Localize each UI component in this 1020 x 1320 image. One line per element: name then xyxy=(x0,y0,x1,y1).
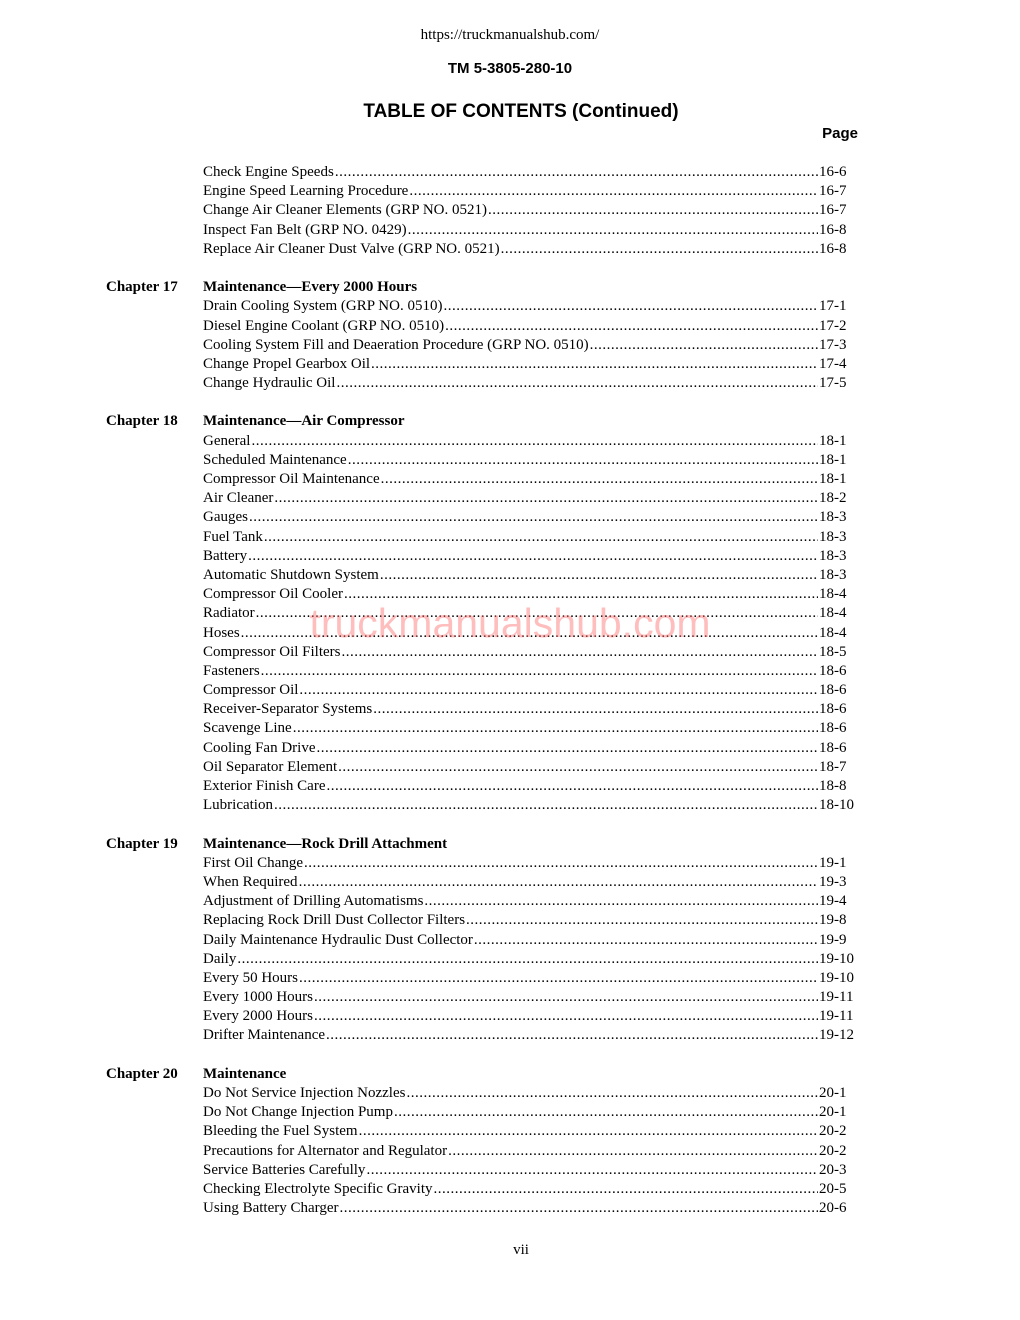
dot-leader xyxy=(249,508,818,527)
entry-label: Checking Electrolyte Specific Gravity xyxy=(203,1180,433,1197)
toc-entry[interactable] xyxy=(0,931,1020,950)
entry-label: Compressor Oil xyxy=(203,682,299,699)
entry-label: Adjustment of Drilling Automatisms xyxy=(203,893,424,910)
entry-page-number: 18-4 xyxy=(819,586,847,603)
entry-label: Diesel Engine Coolant (GRP NO. 0510) xyxy=(203,317,445,334)
toc-entry-line xyxy=(203,604,858,623)
toc-entry-line xyxy=(203,950,858,969)
entry-label: Replacing Rock Drill Dust Collector Filters xyxy=(203,912,466,929)
entry-label: Engine Speed Learning Procedure xyxy=(203,183,409,200)
toc-entry-line xyxy=(203,528,858,547)
dot-leader xyxy=(406,1084,818,1103)
dot-leader xyxy=(366,1161,818,1180)
entry-page-number: 16-6 xyxy=(819,164,847,180)
toc-entry[interactable] xyxy=(0,547,1020,566)
entry-page-number: 18-6 xyxy=(819,682,847,699)
dot-leader xyxy=(344,585,818,604)
entry-label: Do Not Change Injection Pump xyxy=(203,1104,393,1121)
dot-leader xyxy=(304,854,818,873)
chapter-label: Chapter 17 xyxy=(106,279,178,296)
toc-entry[interactable] xyxy=(0,1122,1020,1141)
entry-page-number: 17-2 xyxy=(819,317,847,334)
toc-entry-line xyxy=(203,988,858,1007)
entry-label: Service Batteries Carefully xyxy=(203,1161,366,1178)
entry-page-number: 20-6 xyxy=(819,1200,847,1217)
toc-entry[interactable] xyxy=(0,988,1020,1007)
toc-entry[interactable] xyxy=(0,374,1020,393)
entry-page-number: 19-4 xyxy=(819,893,847,910)
dot-leader xyxy=(264,528,818,547)
entry-page-number: 16-7 xyxy=(819,202,847,219)
entry-label: Bleeding the Fuel System xyxy=(203,1123,358,1140)
toc-entry[interactable] xyxy=(0,1142,1020,1161)
entry-label: Replace Air Cleaner Dust Valve (GRP NO. 0521) xyxy=(203,240,500,257)
toc-entry[interactable] xyxy=(0,969,1020,988)
entry-page-number: 20-2 xyxy=(819,1123,847,1140)
toc-entry-line xyxy=(203,643,858,662)
entry-page-number: 20-5 xyxy=(819,1180,847,1197)
chapter-title: Maintenance—Air Compressor xyxy=(203,413,405,430)
dot-leader xyxy=(359,1122,818,1141)
entry-label: Battery xyxy=(203,547,248,564)
toc-entry[interactable] xyxy=(0,739,1020,758)
toc-entry-line xyxy=(203,662,858,681)
toc-entry[interactable] xyxy=(0,163,1020,182)
entry-page-number: 16-7 xyxy=(819,183,847,200)
toc-entry-line xyxy=(203,451,858,470)
entry-page-number: 19-11 xyxy=(819,1008,854,1025)
entry-page-number: 18-6 xyxy=(819,739,847,756)
entry-label: Change Hydraulic Oil xyxy=(203,375,336,392)
entry-label: When Required xyxy=(203,873,298,890)
entry-page-number: 18-3 xyxy=(819,509,847,526)
toc-entry-line xyxy=(203,1199,858,1218)
toc-entry[interactable] xyxy=(0,528,1020,547)
entry-label: Compressor Oil Maintenance xyxy=(203,471,380,487)
page-number: vii xyxy=(513,1242,529,1258)
toc-entry-line xyxy=(203,911,858,930)
dot-leader xyxy=(408,221,818,240)
dot-leader xyxy=(299,969,818,988)
dot-leader xyxy=(261,662,818,681)
entry-page-number: 19-12 xyxy=(819,1027,854,1044)
entry-page-number: 16-8 xyxy=(819,240,847,257)
toc-entry[interactable] xyxy=(0,700,1020,719)
dot-leader xyxy=(434,1180,818,1199)
entry-page-number: 17-4 xyxy=(819,355,847,372)
entry-label: Daily Maintenance Hydraulic Dust Collector xyxy=(203,931,473,948)
toc-entry[interactable] xyxy=(0,1103,1020,1122)
toc-entry[interactable] xyxy=(0,1026,1020,1045)
entry-label: Oil Separator Element xyxy=(203,758,338,775)
entry-label: Receiver-Separator Systems xyxy=(203,701,373,718)
entry-label: Scavenge Line xyxy=(203,720,292,737)
entry-page-number: 18-6 xyxy=(819,720,847,737)
toc-entry-line xyxy=(203,547,858,566)
entry-label: Automatic Shutdown System xyxy=(203,566,379,583)
entry-page-number: 18-2 xyxy=(819,490,847,507)
toc-entry-line xyxy=(203,566,858,585)
toc-entry-line xyxy=(203,777,858,796)
toc-entry-line xyxy=(203,758,858,777)
toc-entry-line xyxy=(203,624,858,643)
entry-page-number: 17-3 xyxy=(819,336,847,353)
toc-entry[interactable] xyxy=(0,681,1020,700)
chapter-title: Maintenance—Rock Drill Attachment xyxy=(203,835,448,852)
toc-entry-line xyxy=(203,1161,858,1180)
entry-label: Drifter Maintenance xyxy=(203,1027,326,1044)
dot-leader xyxy=(501,240,818,259)
entry-label: Lubrication xyxy=(203,797,273,814)
toc-entry-line xyxy=(203,739,858,758)
toc-entry-line xyxy=(203,892,858,911)
toc-entry[interactable] xyxy=(0,873,1020,892)
entry-page-number: 19-8 xyxy=(819,912,847,929)
dot-leader xyxy=(394,1103,818,1122)
dot-leader xyxy=(338,758,818,777)
chapter-title: Maintenance—Every 2000 Hours xyxy=(203,279,418,296)
toc-entry-line xyxy=(203,854,858,873)
toc-entry[interactable] xyxy=(0,624,1020,643)
entry-page-number: 19-3 xyxy=(819,873,847,890)
toc-entry-line xyxy=(203,1026,858,1045)
toc-entry-line xyxy=(203,432,858,451)
dot-leader xyxy=(348,451,818,470)
entry-page-number: 20-1 xyxy=(819,1085,847,1101)
entry-label: Using Battery Charger xyxy=(203,1200,339,1217)
toc-entry[interactable] xyxy=(0,604,1020,623)
entry-page-number: 18-4 xyxy=(819,605,847,622)
entry-page-number: 18-1 xyxy=(819,471,847,487)
toc-entry[interactable] xyxy=(0,643,1020,662)
entry-label: Compressor Oil Filters xyxy=(203,643,341,660)
toc-section xyxy=(0,163,1020,259)
entry-label: Daily xyxy=(203,950,237,967)
entry-page-number: 18-5 xyxy=(819,643,847,660)
dot-leader xyxy=(336,374,818,393)
entry-label: Compressor Oil Cooler xyxy=(203,586,343,603)
toc-entry[interactable] xyxy=(0,1180,1020,1199)
entry-page-number: 19-9 xyxy=(819,931,847,948)
toc-entry[interactable] xyxy=(0,854,1020,873)
toc-entry-line xyxy=(203,240,858,259)
dot-leader xyxy=(448,1142,818,1161)
toc-entry-line xyxy=(203,201,858,220)
entry-page-number: 20-2 xyxy=(819,1142,847,1159)
toc-entry[interactable] xyxy=(0,336,1020,355)
toc-entry-line xyxy=(203,317,858,336)
toc-entry[interactable] xyxy=(0,1161,1020,1180)
toc-entry[interactable] xyxy=(0,585,1020,604)
entry-page-number: 20-3 xyxy=(819,1161,847,1178)
dot-leader xyxy=(590,336,818,355)
dot-leader xyxy=(293,719,818,738)
toc-entry-line xyxy=(203,969,858,988)
toc-entry[interactable] xyxy=(0,201,1020,220)
toc-entry-line xyxy=(203,1007,858,1026)
dot-leader xyxy=(380,566,818,585)
toc-entry-line xyxy=(203,355,858,374)
toc-entry-line xyxy=(203,470,858,489)
dot-leader xyxy=(409,182,818,201)
entry-label: Fuel Tank xyxy=(203,528,263,545)
entry-page-number: 17-1 xyxy=(819,298,847,315)
dot-leader xyxy=(424,892,818,911)
entry-page-number: 16-8 xyxy=(819,221,847,238)
dot-leader xyxy=(317,739,819,758)
dot-leader xyxy=(373,700,818,719)
dot-leader xyxy=(381,470,818,489)
entry-label: Fasteners xyxy=(203,662,260,679)
toc-entry-line xyxy=(203,489,858,508)
entry-label: First Oil Change xyxy=(203,854,303,871)
toc-entry[interactable] xyxy=(0,911,1020,930)
chapter-label: Chapter 18 xyxy=(106,413,178,430)
chapter-label: Chapter 19 xyxy=(106,835,178,852)
dot-leader xyxy=(335,163,818,182)
chapter-heading-row xyxy=(0,412,1020,431)
toc-section xyxy=(0,1065,1020,1219)
entry-label: Do Not Service Injection Nozzles xyxy=(203,1085,406,1101)
toc-entry[interactable] xyxy=(0,432,1020,451)
dot-leader xyxy=(371,355,818,374)
toc-entry-line xyxy=(203,719,858,738)
toc-entry-line xyxy=(203,374,858,393)
entry-label: Drain Cooling System (GRP NO. 0510) xyxy=(203,298,443,315)
entry-page-number: 18-10 xyxy=(819,797,854,814)
toc-entry-line xyxy=(203,1180,858,1199)
page-column-header: Page xyxy=(822,125,858,142)
entry-page-number: 18-1 xyxy=(819,451,847,468)
entry-label: Cooling System Fill and Deaeration Procedure (GRP NO. 0510) xyxy=(203,336,589,353)
entry-label: Hoses xyxy=(203,624,240,641)
dot-leader xyxy=(251,432,818,451)
entry-page-number: 18-6 xyxy=(819,701,847,718)
entry-page-number: 20-1 xyxy=(819,1104,847,1121)
toc-entry[interactable] xyxy=(0,317,1020,336)
dot-leader xyxy=(256,604,818,623)
entry-label: Check Engine Speeds xyxy=(203,164,334,180)
toc-entry[interactable] xyxy=(0,719,1020,738)
toc-entry-line xyxy=(203,873,858,892)
toc-entry[interactable] xyxy=(0,182,1020,201)
toc-entry[interactable] xyxy=(0,662,1020,681)
toc-entry-line xyxy=(203,1084,858,1103)
table-of-contents xyxy=(0,163,1020,1238)
toc-entry-line xyxy=(203,796,858,815)
toc-entry-line xyxy=(203,163,858,182)
toc-entry[interactable] xyxy=(0,489,1020,508)
toc-entry[interactable] xyxy=(0,566,1020,585)
toc-entry[interactable] xyxy=(0,950,1020,969)
toc-entry-line xyxy=(203,585,858,604)
toc-entry-line xyxy=(203,182,858,201)
toc-section xyxy=(0,835,1020,1046)
entry-page-number: 18-7 xyxy=(819,758,847,775)
entry-page-number: 19-10 xyxy=(819,950,854,967)
dot-leader xyxy=(488,201,818,220)
entry-page-number: 18-3 xyxy=(819,566,847,583)
toc-entry[interactable] xyxy=(0,451,1020,470)
entry-label: Precautions for Alternator and Regulator xyxy=(203,1142,448,1159)
watermark: truckmanualshub.com xyxy=(309,600,711,646)
toc-entry[interactable] xyxy=(0,796,1020,815)
toc-entry-line xyxy=(203,1122,858,1141)
dot-leader xyxy=(299,873,818,892)
toc-entry-line xyxy=(203,508,858,527)
toc-entry[interactable] xyxy=(0,508,1020,527)
toc-entry-line xyxy=(203,221,858,240)
toc-entry[interactable] xyxy=(0,355,1020,374)
entry-label: General xyxy=(203,432,251,449)
dot-leader xyxy=(326,1026,818,1045)
dot-leader xyxy=(326,777,818,796)
dot-leader xyxy=(237,950,818,969)
chapter-title: Maintenance xyxy=(203,1065,287,1082)
toc-entry-line xyxy=(203,700,858,719)
chapter-heading-row xyxy=(0,835,1020,854)
entry-label: Inspect Fan Belt (GRP NO. 0429) xyxy=(203,221,407,238)
entry-label: Exterior Finish Care xyxy=(203,778,326,794)
dot-leader xyxy=(445,317,818,336)
dot-leader xyxy=(443,297,818,316)
entry-label: Every 50 Hours xyxy=(203,969,298,986)
chapter-heading-row xyxy=(0,1065,1020,1084)
dot-leader xyxy=(314,988,818,1007)
toc-entry[interactable] xyxy=(0,297,1020,316)
entry-label: Air Cleaner xyxy=(203,490,274,507)
entry-label: Scheduled Maintenance xyxy=(203,451,347,468)
chapter-label: Chapter 20 xyxy=(106,1065,178,1082)
toc-entry[interactable] xyxy=(0,777,1020,796)
toc-entry[interactable] xyxy=(0,1199,1020,1218)
document-number: TM 5-3805-280-10 xyxy=(447,60,573,77)
toc-entry[interactable] xyxy=(0,221,1020,240)
dot-leader xyxy=(314,1007,818,1026)
entry-label: Change Air Cleaner Elements (GRP NO. 0521) xyxy=(203,202,487,219)
toc-entry[interactable] xyxy=(0,240,1020,259)
dot-leader xyxy=(241,624,818,643)
toc-section xyxy=(0,412,1020,815)
dot-leader xyxy=(274,489,818,508)
toc-entry-line xyxy=(203,336,858,355)
entry-page-number: 18-3 xyxy=(819,547,847,564)
toc-section xyxy=(0,278,1020,393)
entry-page-number: 18-4 xyxy=(819,624,847,641)
entry-page-number: 19-10 xyxy=(819,969,854,986)
dot-leader xyxy=(466,911,818,930)
entry-label: Gauges xyxy=(203,509,248,526)
dot-leader xyxy=(248,547,818,566)
entry-label: Change Propel Gearbox Oil xyxy=(203,355,371,372)
dot-leader xyxy=(342,643,819,662)
entry-page-number: 18-1 xyxy=(819,432,847,449)
dot-leader xyxy=(274,796,818,815)
entry-label: Every 2000 Hours xyxy=(203,1008,313,1025)
toc-entry[interactable] xyxy=(0,1084,1020,1103)
chapter-heading-row xyxy=(0,278,1020,297)
entry-label: Cooling Fan Drive xyxy=(203,739,316,756)
entry-page-number: 18-6 xyxy=(819,662,847,679)
dot-leader xyxy=(474,931,818,950)
toc-entry[interactable] xyxy=(0,1007,1020,1026)
toc-entry-line xyxy=(203,1103,858,1122)
toc-entry-line xyxy=(203,297,858,316)
dot-leader xyxy=(340,1199,818,1218)
entry-page-number: 18-3 xyxy=(819,528,847,545)
entry-label: Every 1000 Hours xyxy=(203,989,313,1006)
toc-entry[interactable] xyxy=(0,470,1020,489)
entry-page-number: 17-5 xyxy=(819,375,847,392)
page-title: TABLE OF CONTENTS (Continued) xyxy=(363,101,679,122)
dot-leader xyxy=(299,681,818,700)
toc-entry[interactable] xyxy=(0,758,1020,777)
entry-page-number: 18-8 xyxy=(819,778,847,794)
toc-entry-line xyxy=(203,681,858,700)
toc-entry-line xyxy=(203,931,858,950)
toc-entry[interactable] xyxy=(0,892,1020,911)
toc-entry-line xyxy=(203,1142,858,1161)
source-url: https://truckmanualshub.com/ xyxy=(420,27,600,43)
entry-page-number: 19-1 xyxy=(819,854,847,871)
entry-label: Radiator xyxy=(203,605,255,622)
entry-page-number: 19-11 xyxy=(819,989,854,1006)
